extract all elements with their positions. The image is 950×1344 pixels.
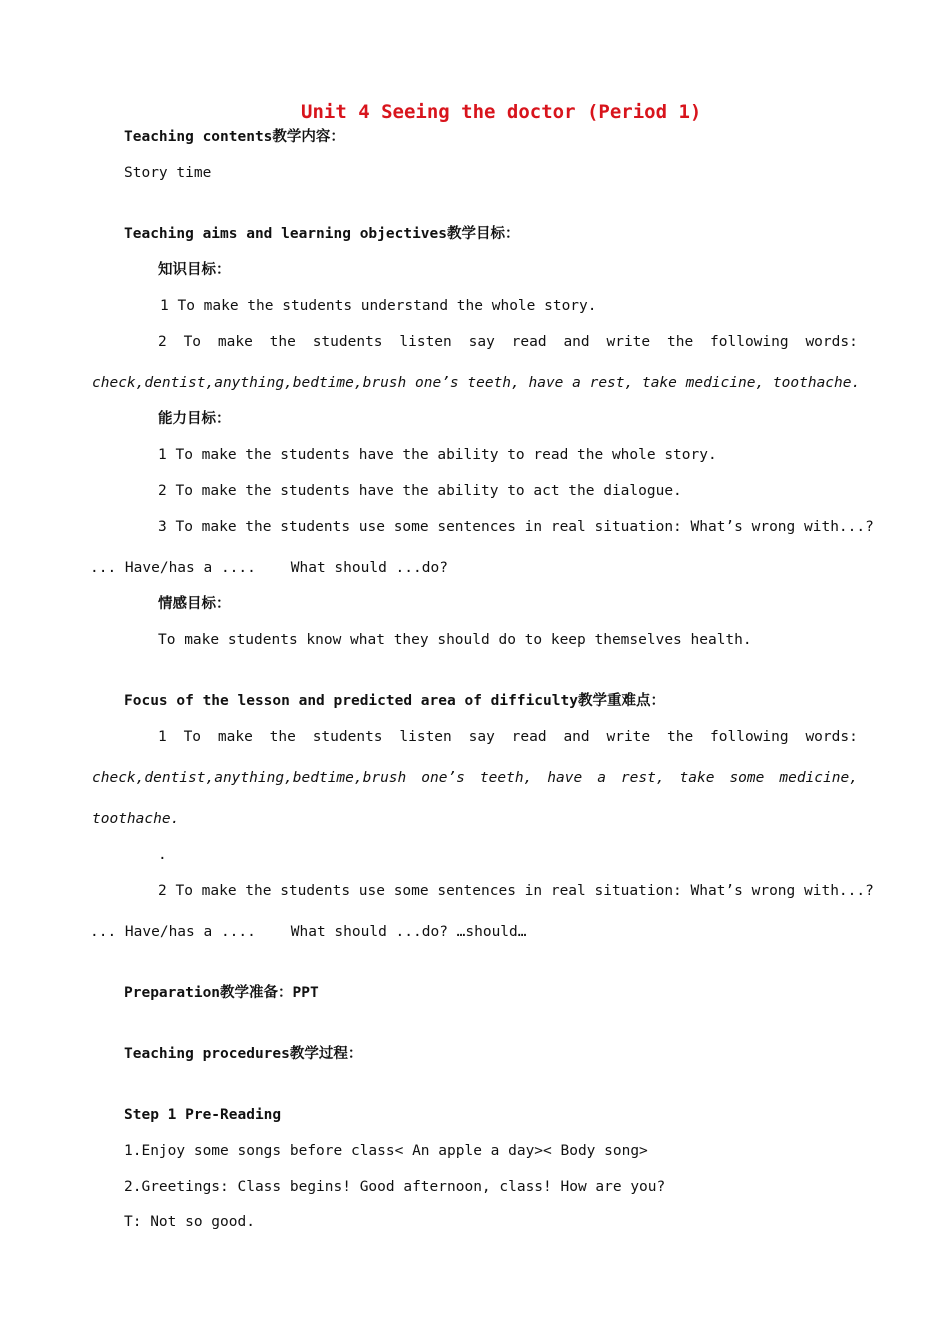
focus-item-1-words [92,768,858,788]
word: To [183,334,202,350]
step1-item-3: T: Not so good. [124,1214,255,1230]
focus-item-1-end: toothache. [92,811,180,827]
focus-dot: . [158,847,167,863]
word: write [606,334,651,350]
word: take [679,770,715,786]
contents-heading: Teaching contents教学内容： [124,129,345,145]
word: listen [399,729,452,745]
emotion-heading: 情感目标： [158,596,231,612]
word: a [597,770,606,786]
word: and [563,729,590,745]
word: the [666,729,694,745]
contents-text: Story time [124,165,212,181]
ability-item-3-cont: ... Have/has a .... What should ...do? [90,560,448,576]
word: the [269,729,296,745]
word: make [217,729,253,745]
word: and [563,334,590,350]
word: following [710,729,789,745]
word: 1 [158,729,167,745]
step1-heading: Step 1 Pre-Reading [124,1107,282,1123]
word: the [269,334,296,350]
word: check,dentist,anything,bedtime,brush [92,770,407,786]
word: students [312,334,383,350]
word: listen [399,334,452,350]
word: the [666,334,694,350]
ability-item-1: 1 To make the students have the ability to read the whole story. [158,447,717,463]
word: have [547,770,583,786]
word: 2 [158,334,167,350]
word: rest, [620,770,665,786]
ability-heading: 能力目标： [158,411,231,427]
aims-heading: Teaching aims and learning objectives教学目标： [124,226,520,242]
ability-item-2: 2 To make the students have the ability to act the dialogue. [158,483,682,499]
word: some [729,770,765,786]
emotion-item-1: To make students know what they should do to keep themselves health. [158,632,752,648]
word: say [468,334,495,350]
knowledge-item-2 [158,332,858,352]
procedures-heading: Teaching procedures教学过程： [124,1046,363,1062]
word: To [183,729,202,745]
ability-item-3: 3 To make the students use some sentences in real situation: What’s wrong with...? [158,519,874,535]
knowledge-heading: 知识目标： [158,262,231,278]
page-title: Unit 4 Seeing the doctor (Period 1) [301,101,702,123]
focus-item-2-cont: ... Have/has a .... What should ...do? …should… [90,924,527,940]
word: read [511,334,547,350]
word: words: [805,334,858,350]
focus-item-2: 2 To make the students use some sentences in real situation: What’s wrong with...? [158,883,874,899]
step1-item-2: 2.Greetings: Class begins! Good afternoon, class! How are you? [124,1179,666,1195]
step1-item-1: 1.Enjoy some songs before class< An apple a day>< Body song> [124,1143,648,1159]
word: read [511,729,547,745]
knowledge-item-2-words: check,dentist,anything,bedtime,brush one’s teeth, have a rest, take medicine, toothache. [92,375,861,391]
word: one’s [421,770,465,786]
word: words: [805,729,858,745]
focus-item-1 [158,727,858,747]
word: teeth, [479,770,533,786]
knowledge-item-1: 1 To make the students understand the whole story. [160,298,597,314]
preparation-line: Preparation教学准备：PPT [124,985,319,1001]
word: write [606,729,651,745]
word: following [710,334,789,350]
word: medicine, [779,770,858,786]
word: make [217,334,253,350]
word: students [312,729,383,745]
focus-heading: Focus of the lesson and predicted area of difficulty教学重难点： [124,693,665,709]
word: say [468,729,495,745]
